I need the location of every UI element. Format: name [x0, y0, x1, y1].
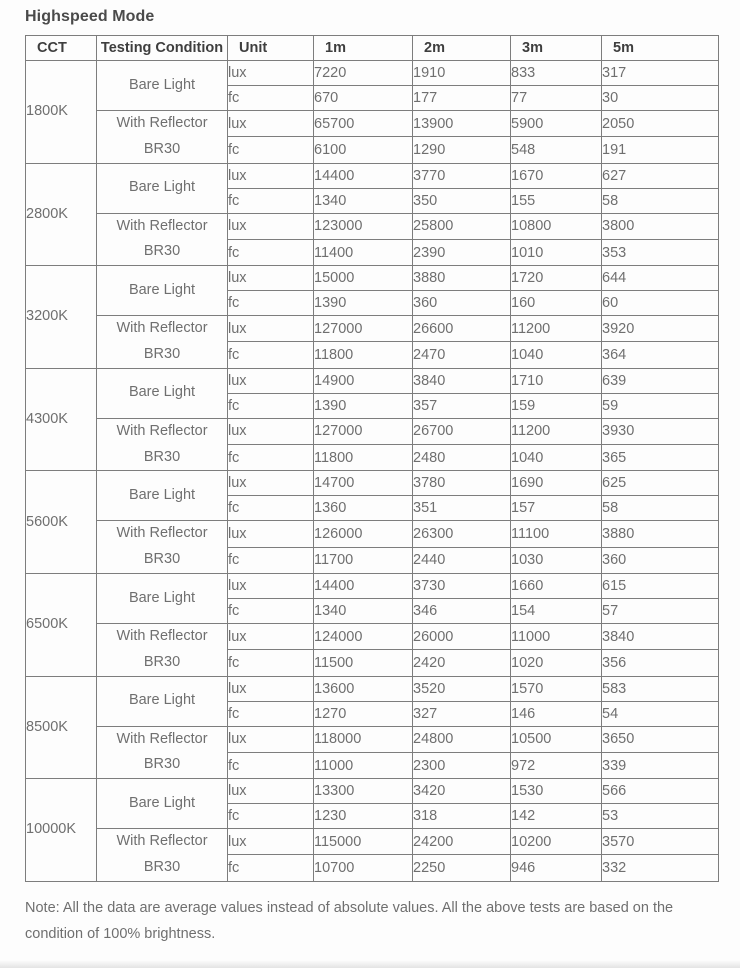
value-cell: 159 [511, 393, 602, 418]
value-cell: 123000 [314, 213, 413, 239]
value-cell: 10200 [511, 829, 602, 855]
value-cell: 3420 [413, 779, 511, 804]
cct-cell: 5600K [26, 471, 97, 574]
condition-label-line: BR30 [143, 551, 181, 568]
unit-cell: lux [228, 368, 314, 393]
condition-cell [97, 316, 228, 369]
condition-label-line: With Reflector [116, 320, 208, 337]
condition-label-line: With Reflector [116, 525, 208, 542]
condition-label-line: Bare Light [128, 794, 196, 811]
value-cell: 11200 [511, 418, 602, 444]
highspeed-mode-table [25, 35, 719, 882]
cct-cell: 4300K [26, 368, 97, 471]
value-cell: 60 [602, 291, 719, 316]
value-cell: 566 [602, 779, 719, 804]
table-row [26, 471, 719, 496]
condition-label-line: BR30 [143, 448, 181, 465]
condition-label-line: Bare Light [128, 76, 196, 93]
condition-label-line: BR30 [143, 243, 181, 260]
value-cell: 6100 [314, 137, 413, 163]
value-cell: 26300 [413, 521, 511, 547]
value-cell: 26600 [413, 316, 511, 342]
value-cell: 58 [602, 188, 719, 213]
value-cell: 26700 [413, 418, 511, 444]
value-cell: 1660 [511, 573, 602, 598]
value-cell: 1390 [314, 291, 413, 316]
value-cell: 1360 [314, 496, 413, 521]
value-cell: 54 [602, 701, 719, 726]
condition-label-line: Bare Light [128, 179, 196, 196]
value-cell: 5900 [511, 111, 602, 137]
condition-label-line: BR30 [143, 345, 181, 362]
note-text: Note: All the data are average values instead of absolute values. All the above tests are based on the condition of 100% brightness. [25, 899, 674, 942]
value-cell: 155 [511, 188, 602, 213]
value-cell: 2470 [413, 342, 511, 368]
unit-cell: lux [228, 676, 314, 701]
condition-cell [97, 573, 228, 623]
value-cell: 154 [511, 598, 602, 623]
unit-cell: lux [228, 623, 314, 649]
cct-cell: 8500K [26, 676, 97, 779]
value-cell: 1710 [511, 368, 602, 393]
value-cell: 946 [511, 855, 602, 881]
unit-cell: fc [228, 598, 314, 623]
value-cell: 127000 [314, 418, 413, 444]
column-header-cct: CCT [26, 36, 97, 61]
value-cell: 1910 [413, 61, 511, 86]
value-cell: 833 [511, 61, 602, 86]
unit-cell: fc [228, 137, 314, 163]
cct-cell: 1800K [26, 61, 97, 164]
value-cell: 332 [602, 855, 719, 881]
cct-cell: 10000K [26, 779, 97, 882]
condition-label-line: With Reflector [116, 833, 208, 850]
value-cell: 3930 [602, 418, 719, 444]
value-cell: 350 [413, 188, 511, 213]
value-cell: 126000 [314, 521, 413, 547]
value-cell: 10800 [511, 213, 602, 239]
value-cell: 1290 [413, 137, 511, 163]
value-cell: 11000 [314, 752, 413, 778]
condition-cell [97, 61, 228, 111]
value-cell: 7220 [314, 61, 413, 86]
value-cell: 65700 [314, 111, 413, 137]
value-cell: 2050 [602, 111, 719, 137]
unit-cell: fc [228, 239, 314, 265]
value-cell: 351 [413, 496, 511, 521]
value-cell: 365 [602, 445, 719, 471]
condition-label-line: With Reflector [116, 217, 208, 234]
value-cell: 639 [602, 368, 719, 393]
value-cell: 3570 [602, 829, 719, 855]
value-cell: 59 [602, 393, 719, 418]
value-cell: 2420 [413, 650, 511, 676]
value-cell: 3650 [602, 726, 719, 752]
page-title: Highspeed Mode [25, 8, 155, 25]
table-row [26, 316, 719, 342]
table-row [26, 213, 719, 239]
column-header-5m: 5m [602, 36, 719, 61]
value-cell: 10500 [511, 726, 602, 752]
condition-label-line: BR30 [143, 756, 181, 773]
condition-cell [97, 623, 228, 676]
unit-cell: lux [228, 521, 314, 547]
value-cell: 627 [602, 163, 719, 188]
table-row [26, 368, 719, 393]
value-cell: 30 [602, 86, 719, 111]
unit-cell: fc [228, 393, 314, 418]
value-cell: 3880 [602, 521, 719, 547]
value-cell: 1030 [511, 547, 602, 573]
value-cell: 318 [413, 804, 511, 829]
value-cell: 118000 [314, 726, 413, 752]
unit-cell: lux [228, 726, 314, 752]
value-cell: 1530 [511, 779, 602, 804]
column-header-testing-condition: Testing Condition [97, 36, 228, 61]
value-cell: 583 [602, 676, 719, 701]
value-cell: 346 [413, 598, 511, 623]
value-cell: 177 [413, 86, 511, 111]
condition-label-line: Bare Light [128, 384, 196, 401]
value-cell: 3880 [413, 266, 511, 291]
condition-label-line: Bare Light [128, 486, 196, 503]
value-cell: 327 [413, 701, 511, 726]
value-cell: 1270 [314, 701, 413, 726]
value-cell: 124000 [314, 623, 413, 649]
value-cell: 24200 [413, 829, 511, 855]
unit-cell: lux [228, 111, 314, 137]
value-cell: 142 [511, 804, 602, 829]
table-header [26, 36, 719, 61]
value-cell: 127000 [314, 316, 413, 342]
unit-cell: fc [228, 342, 314, 368]
unit-cell: lux [228, 316, 314, 342]
value-cell: 157 [511, 496, 602, 521]
value-cell: 1040 [511, 445, 602, 471]
unit-cell: fc [228, 752, 314, 778]
value-cell: 3840 [602, 623, 719, 649]
value-cell: 26000 [413, 623, 511, 649]
condition-label-line: BR30 [143, 858, 181, 875]
value-cell: 1670 [511, 163, 602, 188]
table-row [26, 266, 719, 291]
condition-label-line: Bare Light [128, 692, 196, 709]
table-row [26, 521, 719, 547]
value-cell: 58 [602, 496, 719, 521]
value-cell: 1040 [511, 342, 602, 368]
table-row [26, 623, 719, 649]
table-row [26, 676, 719, 701]
value-cell: 14700 [314, 471, 413, 496]
unit-cell: fc [228, 855, 314, 881]
unit-cell: lux [228, 163, 314, 188]
value-cell: 1340 [314, 188, 413, 213]
value-cell: 317 [602, 61, 719, 86]
value-cell: 2440 [413, 547, 511, 573]
cct-cell: 3200K [26, 266, 97, 369]
table-row [26, 573, 719, 598]
unit-cell: lux [228, 829, 314, 855]
condition-label-line: Bare Light [128, 281, 196, 298]
value-cell: 364 [602, 342, 719, 368]
value-cell: 1690 [511, 471, 602, 496]
value-cell: 625 [602, 471, 719, 496]
unit-cell: fc [228, 291, 314, 316]
unit-cell: fc [228, 804, 314, 829]
value-cell: 360 [602, 547, 719, 573]
table-header-row [26, 36, 719, 61]
value-cell: 11100 [511, 521, 602, 547]
table-row [26, 726, 719, 752]
column-header-unit: Unit [228, 36, 314, 61]
value-cell: 2480 [413, 445, 511, 471]
value-cell: 3840 [413, 368, 511, 393]
unit-cell: lux [228, 266, 314, 291]
value-cell: 14900 [314, 368, 413, 393]
condition-label-line: With Reflector [116, 115, 208, 131]
condition-cell [97, 368, 228, 418]
condition-label-line: With Reflector [116, 730, 208, 747]
unit-cell: fc [228, 86, 314, 111]
condition-cell [97, 829, 228, 882]
column-header-2m: 2m [413, 36, 511, 61]
value-cell: 1020 [511, 650, 602, 676]
value-cell: 14400 [314, 573, 413, 598]
condition-label-line: With Reflector [116, 422, 208, 439]
value-cell: 11400 [314, 239, 413, 265]
value-cell: 339 [602, 752, 719, 778]
unit-cell: lux [228, 61, 314, 86]
condition-cell [97, 213, 228, 266]
value-cell: 11700 [314, 547, 413, 573]
value-cell: 670 [314, 86, 413, 111]
value-cell: 357 [413, 393, 511, 418]
value-cell: 2390 [413, 239, 511, 265]
value-cell: 1010 [511, 239, 602, 265]
condition-label-line: BR30 [143, 140, 181, 157]
condition-cell [97, 163, 228, 213]
condition-cell [97, 521, 228, 574]
value-cell: 13300 [314, 779, 413, 804]
value-cell: 360 [413, 291, 511, 316]
value-cell: 2250 [413, 855, 511, 881]
value-cell: 13600 [314, 676, 413, 701]
value-cell: 77 [511, 86, 602, 111]
value-cell: 1720 [511, 266, 602, 291]
value-cell: 160 [511, 291, 602, 316]
unit-cell: lux [228, 213, 314, 239]
value-cell: 548 [511, 137, 602, 163]
condition-cell [97, 471, 228, 521]
value-cell: 57 [602, 598, 719, 623]
table-row [26, 111, 719, 137]
column-header-3m: 3m [511, 36, 602, 61]
value-cell: 3770 [413, 163, 511, 188]
condition-label-line: With Reflector [116, 627, 208, 644]
value-cell: 1390 [314, 393, 413, 418]
table-row [26, 61, 719, 86]
value-cell: 191 [602, 137, 719, 163]
value-cell: 1340 [314, 598, 413, 623]
table-row [26, 418, 719, 444]
value-cell: 972 [511, 752, 602, 778]
cct-cell: 2800K [26, 163, 97, 266]
unit-cell: fc [228, 547, 314, 573]
value-cell: 11800 [314, 342, 413, 368]
value-cell: 146 [511, 701, 602, 726]
unit-cell: fc [228, 650, 314, 676]
value-cell: 11200 [511, 316, 602, 342]
table-row [26, 779, 719, 804]
cct-cell: 6500K [26, 573, 97, 676]
table-row [26, 829, 719, 855]
condition-cell [97, 676, 228, 726]
value-cell: 13900 [413, 111, 511, 137]
value-cell: 615 [602, 573, 719, 598]
value-cell: 11000 [511, 623, 602, 649]
value-cell: 11500 [314, 650, 413, 676]
value-cell: 2300 [413, 752, 511, 778]
bottom-edge-shadow [0, 960, 740, 968]
value-cell: 3520 [413, 676, 511, 701]
column-header-1m: 1m [314, 36, 413, 61]
unit-cell: lux [228, 418, 314, 444]
value-cell: 25800 [413, 213, 511, 239]
value-cell: 356 [602, 650, 719, 676]
unit-cell: fc [228, 496, 314, 521]
table-body [26, 61, 719, 882]
value-cell: 3780 [413, 471, 511, 496]
value-cell: 3920 [602, 316, 719, 342]
unit-cell: lux [228, 573, 314, 598]
table-row [26, 163, 719, 188]
value-cell: 115000 [314, 829, 413, 855]
unit-cell: lux [228, 779, 314, 804]
value-cell: 15000 [314, 266, 413, 291]
condition-label-line: BR30 [143, 653, 181, 670]
value-cell: 353 [602, 239, 719, 265]
unit-cell: lux [228, 471, 314, 496]
condition-cell [97, 266, 228, 316]
condition-cell [97, 779, 228, 829]
condition-cell [97, 726, 228, 779]
condition-label-line: Bare Light [128, 589, 196, 606]
value-cell: 10700 [314, 855, 413, 881]
value-cell: 24800 [413, 726, 511, 752]
unit-cell: fc [228, 188, 314, 213]
value-cell: 644 [602, 266, 719, 291]
condition-cell [97, 418, 228, 471]
value-cell: 1570 [511, 676, 602, 701]
value-cell: 14400 [314, 163, 413, 188]
value-cell: 1230 [314, 804, 413, 829]
value-cell: 53 [602, 804, 719, 829]
value-cell: 3730 [413, 573, 511, 598]
unit-cell: fc [228, 445, 314, 471]
value-cell: 3800 [602, 213, 719, 239]
unit-cell: fc [228, 701, 314, 726]
condition-cell [97, 111, 228, 164]
value-cell: 11800 [314, 445, 413, 471]
